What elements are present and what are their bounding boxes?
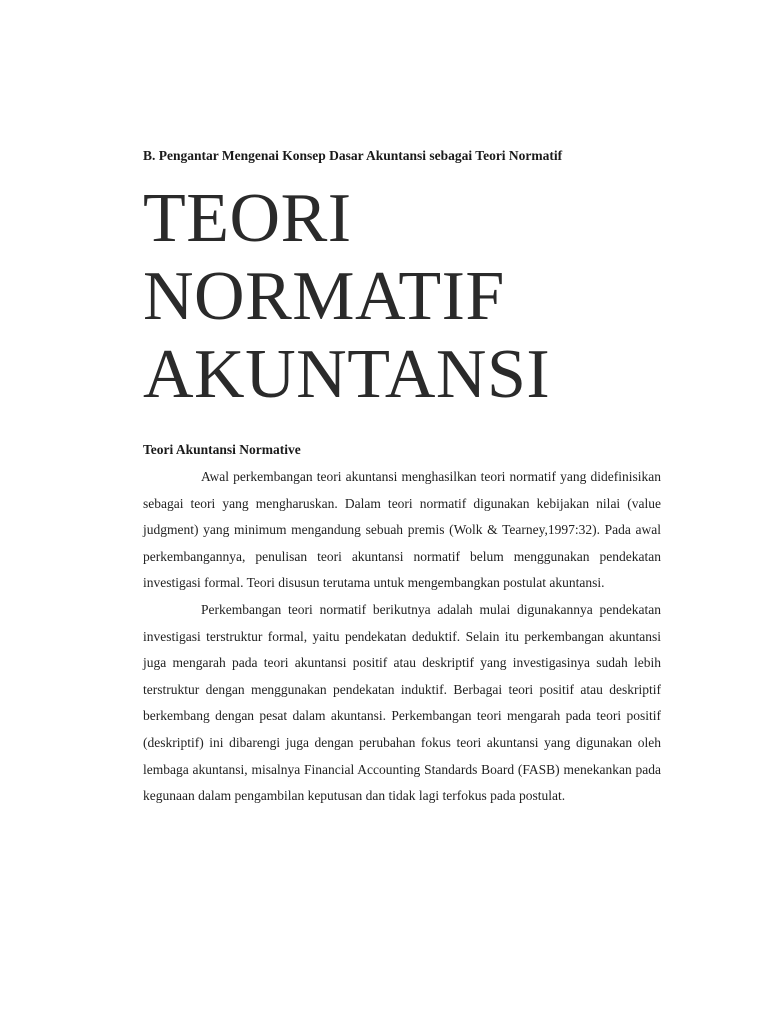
document-page <box>143 146 661 810</box>
title-line-1: TEORI <box>143 180 352 257</box>
body-paragraph-1: Awal perkembangan teori akuntansi menghasilkan teori normatif yang didefinisikan sebagai teori yang mengharuskan. Dalam teori normatif digunakan kebijakan nilai (value judgment) yang minimum mengandung sebuah premis (Wolk & Tearney,1997:32). Pada awal perkembangannya, penulisan teori akuntansi normatif belum menggunakan pendekatan investigasi formal. Teori disusun terutama untuk mengembangkan postulat akuntansi. <box>143 469 661 591</box>
body-paragraph-2: Perkembangan teori normatif berikutnya adalah mulai digunakannya pendekatan investigasi terstruktur formal, yaitu pendekatan deduktif. Selain itu perkembangan akuntansi juga mengarah pada teori akuntansi positif atau deskriptif yang investigasinya sudah lebih terstruktur dengan menggunakan pendekatan induktif. Berbagai teori positif atau deskriptif berkembang dengan pesat dalam akuntansi. Perkembangan teori mengarah pada teori positif (deskriptif) ini dibarengi juga dengan perubahan fokus teori akuntansi yang digunakan oleh lembaga akuntansi, misalnya Financial Accounting Standards Board (FASB) menekankan pada kegunaan dalam pengambilan keputusan dan tidak lagi terfokus pada postulat. <box>143 601 661 804</box>
section-heading: B. Pengantar Mengenai Konsep Dasar Akuntansi sebagai Teori Normatif <box>143 148 563 163</box>
document-title <box>143 180 661 414</box>
title-line-3: AKUNTANSI <box>143 336 551 413</box>
sub-heading: Teori Akuntansi Normative <box>143 442 301 457</box>
title-line-2: NORMATIF <box>143 258 505 335</box>
